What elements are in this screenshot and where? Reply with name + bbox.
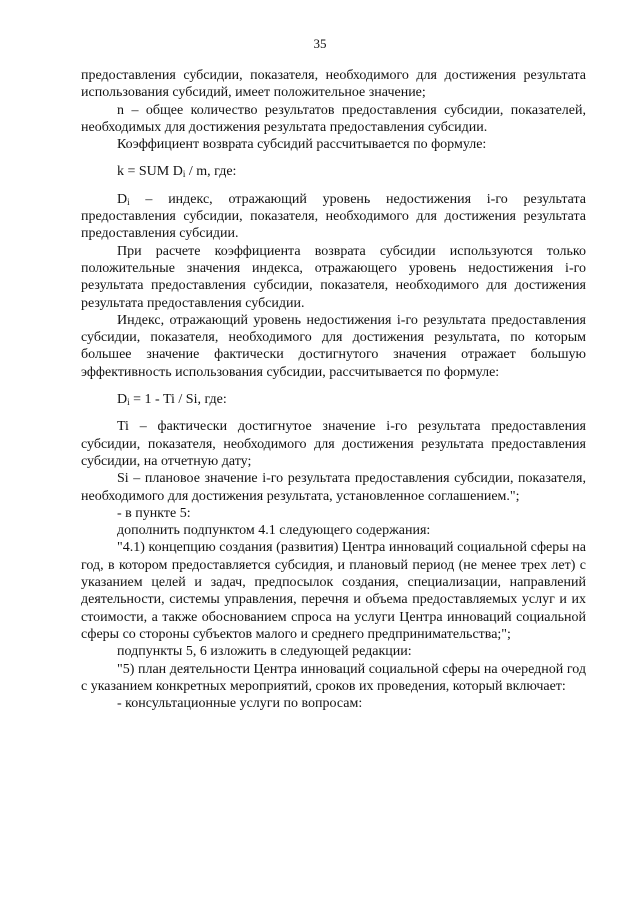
paragraph: Ti – фактически достигнутое значение i-го результата предоставления субсидии, показателя, необходимого для достижения результата предоставления субсидии, на отчетную дату; bbox=[81, 419, 586, 469]
paragraph bbox=[81, 191, 586, 243]
definition-text: D bbox=[117, 191, 128, 207]
formula-text: / m, где: bbox=[185, 164, 237, 180]
formula bbox=[81, 163, 586, 180]
formula-subscript: i bbox=[127, 397, 130, 408]
paragraph: "5) план деятельности Центра инноваций социальной сферы на очередной год с указанием конкретных мероприятий, сроков их проведения, который включает: bbox=[81, 661, 586, 694]
paragraph: "4.1) концепцию создания (развития) Центра инноваций социальной сферы на год, в котором предоставляется субсидия, и плановый период (не менее трех лет) с указанием целей и задач, предпосылок создания, специализации, направлений деятельности, системы управления, перечня и объема предоставляемых услуг и их стоимости, а также обоснованием спроса на услуги Центра инноваций социальной сферы со стороны субъектов малого и среднего предпринимательства;"; bbox=[81, 540, 586, 642]
document-body bbox=[81, 67, 586, 712]
paragraph: Индекс, отражающий уровень недостижения i-го результата предоставления субсидии, показателя, необходимого для достижения результата, по которым большее значение фактически достигнутого значения отражает большую эффективность использования субсидии, рассчитывается по формуле: bbox=[81, 312, 586, 380]
paragraph: n – общее количество результатов предоставления субсидии, показателей, необходимых для достижения результата предоставления субсидии. bbox=[81, 102, 586, 135]
paragraph: подпункты 5, 6 изложить в следующей редакции: bbox=[117, 644, 412, 660]
definition-subscript: i bbox=[127, 196, 130, 207]
paragraph: - в пункте 5: bbox=[117, 505, 191, 521]
paragraph: Si – плановое значение i-го результата предоставления субсидии, показателя, необходимого для достижения результата, установленное соглашением."; bbox=[81, 471, 586, 504]
formula-text: = 1 - Ti / Si, где: bbox=[129, 392, 227, 408]
paragraph: - консультационные услуги по вопросам: bbox=[117, 696, 363, 712]
formula-subscript: i bbox=[182, 169, 186, 180]
formula bbox=[81, 391, 586, 408]
paragraph: При расчете коэффициента возврата субсидии используются только положительные значения индекса, отражающего уровень недостижения i-го результата предоставления субсидии, показателя, необходимого для достижения результата предоставления субсидии. bbox=[81, 243, 586, 311]
formula-text: D bbox=[117, 392, 128, 408]
page-number: 35 bbox=[313, 36, 327, 51]
formula-text: k = SUM D bbox=[117, 164, 183, 180]
definition-text: – индекс, отражающий уровень недостижения i-го результата предоставления субсидии, показателя, необходимого для достижения результата предоставления субсидии. bbox=[81, 191, 586, 242]
paragraph: предоставления субсидии, показателя, необходимого для достижения результата использования субсидий, имеет положительное значение; bbox=[81, 68, 586, 101]
paragraph: дополнить подпунктом 4.1 следующего содержания: bbox=[117, 523, 431, 539]
paragraph: Коэффициент возврата субсидий рассчитывается по формуле: bbox=[117, 137, 487, 153]
